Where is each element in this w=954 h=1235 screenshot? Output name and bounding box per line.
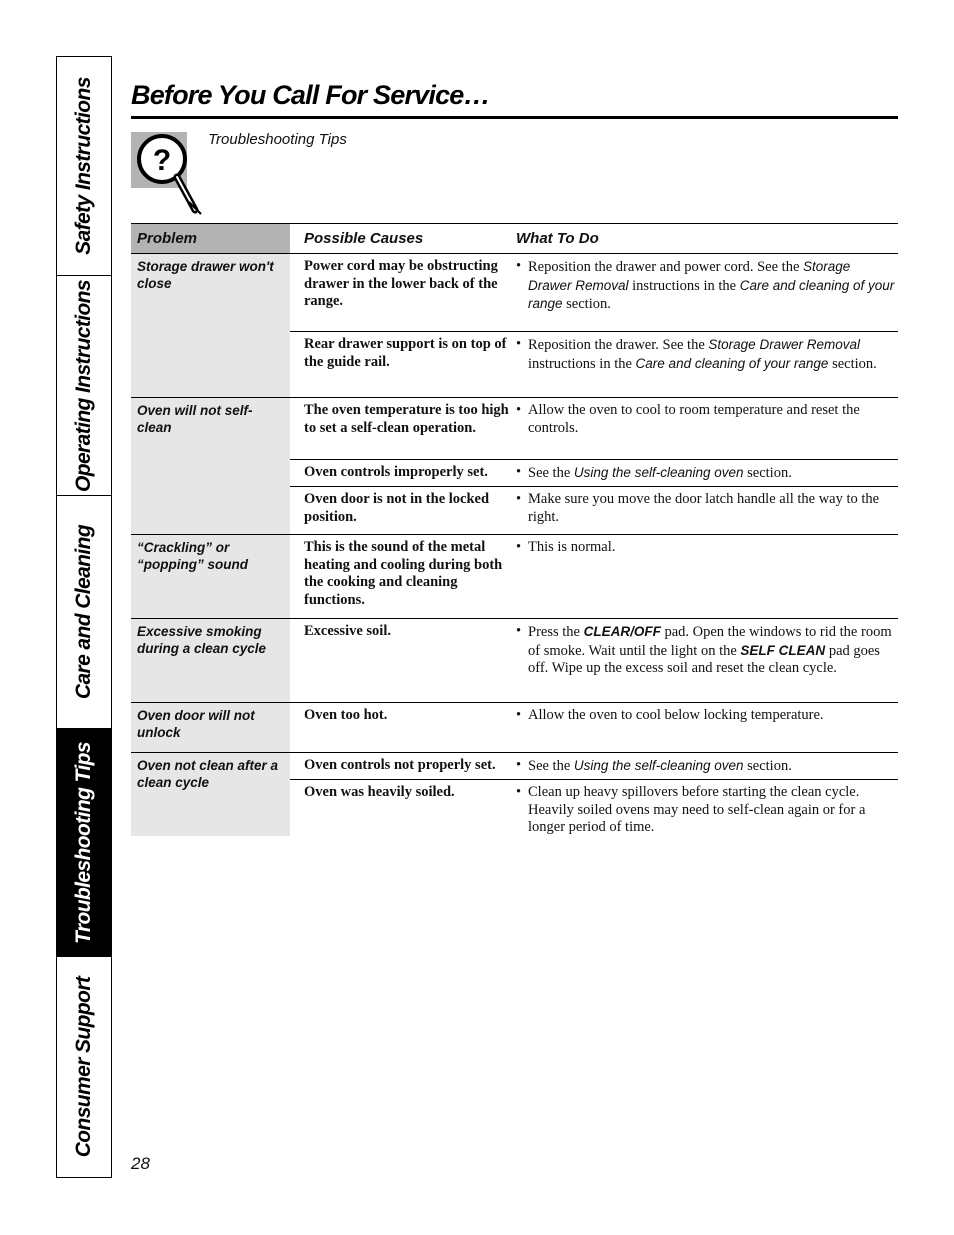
cause-cell: Rear drawer support is on top of the guide rail. xyxy=(304,336,507,370)
bullet: • xyxy=(516,464,522,480)
problem-group-storage-drawer xyxy=(131,254,898,398)
todo-text: section. xyxy=(828,355,877,372)
todo-text: Using the self-cleaning oven xyxy=(573,758,744,773)
table-row xyxy=(290,780,898,836)
todo-text: instructions in the xyxy=(628,277,740,294)
title-rule xyxy=(131,116,898,119)
todo-text: Press the xyxy=(528,624,584,640)
todo-text: Reposition the drawer and power cord. See the xyxy=(528,259,804,275)
svg-text:?: ? xyxy=(152,144,172,177)
side-navigation-tabs xyxy=(56,56,112,1178)
problem-cell: Storage drawer won't close xyxy=(131,254,290,397)
table-row xyxy=(290,332,898,397)
bullet: • xyxy=(516,623,522,639)
problem-group-crackling xyxy=(131,535,898,619)
cause-cell: Oven door is not in the locked position. xyxy=(304,491,490,525)
todo-text: section. xyxy=(562,296,611,312)
todo-text: Allow the oven to cool below locking temperature. xyxy=(528,707,824,723)
todo-text: Reposition the drawer. See the xyxy=(528,337,709,353)
todo-cell xyxy=(516,402,896,437)
bullet: • xyxy=(516,402,522,418)
page-title: Before You Call For Service… xyxy=(131,80,490,110)
todo-cell xyxy=(516,757,896,776)
tab-safety-instructions[interactable] xyxy=(57,57,111,276)
todo-cell xyxy=(516,707,896,725)
tab-operating-instructions[interactable] xyxy=(57,276,111,496)
todo-text: Make sure you move the door latch handle all the way to the right. xyxy=(528,491,880,525)
todo-text: Care and cleaning of your range xyxy=(635,355,829,371)
todo-text: instructions in the xyxy=(528,355,636,372)
table-row xyxy=(290,254,898,332)
tab-label: Consumer Support xyxy=(72,976,95,1158)
cause-cell: Oven too hot. xyxy=(304,707,388,723)
tab-label: Safety Instructions xyxy=(72,77,95,255)
tab-troubleshooting-tips[interactable] xyxy=(57,729,111,957)
problem-group-excessive-smoking xyxy=(131,619,898,703)
todo-cell xyxy=(516,336,896,373)
todo-text: pad. Open the windows to rid the room of smoke. Wait until the light on the xyxy=(528,624,892,659)
problem-group-self-clean xyxy=(131,398,898,535)
bullet: • xyxy=(516,336,522,352)
bullet: • xyxy=(516,757,522,773)
cause-cell: Power cord may be obstructing drawer in the lower back of the range. xyxy=(304,258,498,309)
cause-cell: Oven controls not properly set. xyxy=(304,757,496,773)
table-row xyxy=(290,460,898,487)
todo-text: Using the self-cleaning oven xyxy=(573,465,744,480)
column-header-what-to-do: What To Do xyxy=(516,230,599,247)
table-row xyxy=(290,619,898,702)
column-header-causes: Possible Causes xyxy=(304,230,424,247)
todo-text: Storage Drawer Removal xyxy=(708,337,860,352)
cause-cell: Excessive soil. xyxy=(304,623,391,639)
table-row xyxy=(290,398,898,460)
problem-cell: Oven will not self-clean xyxy=(131,398,290,534)
todo-cell xyxy=(516,491,896,526)
todo-text: This is normal. xyxy=(528,539,616,555)
bullet: • xyxy=(516,258,522,274)
cause-cell: Oven was heavily soiled. xyxy=(304,784,455,800)
column-header-problem: Problem xyxy=(131,224,290,253)
question-magnifier-icon xyxy=(131,132,211,218)
table-row xyxy=(290,703,898,752)
todo-text: See the xyxy=(528,758,574,774)
cause-cell: Oven controls improperly set. xyxy=(304,464,488,480)
todo-text: Care and cleaning of your range xyxy=(528,277,895,311)
todo-text: Allow the oven to cool to room temperature and reset the controls. xyxy=(528,402,860,436)
todo-text: SELF CLEAN xyxy=(740,642,826,658)
todo-text: section. xyxy=(743,465,792,481)
problem-cell: Oven not clean after a clean cycle xyxy=(131,753,290,836)
tab-label: Troubleshooting Tips xyxy=(72,741,95,944)
todo-text: Storage Drawer Removal xyxy=(528,259,851,293)
table-row xyxy=(290,487,898,534)
todo-cell xyxy=(516,258,896,314)
tab-care-and-cleaning[interactable] xyxy=(57,496,111,729)
cause-cell: This is the sound of the metal heating and cooling during both the cooking and cleaning functions. xyxy=(304,539,503,608)
todo-text: CLEAR/OFF xyxy=(583,624,661,639)
tab-label: Care and Cleaning xyxy=(72,524,95,700)
bullet: • xyxy=(516,707,522,723)
todo-cell xyxy=(516,539,896,557)
problem-cell: “Crackling” or “popping” sound xyxy=(131,535,290,618)
table-row xyxy=(290,753,898,780)
troubleshooting-table xyxy=(131,223,898,836)
tab-label: Operating Instructions xyxy=(72,279,95,492)
problem-group-door-unlock xyxy=(131,703,898,753)
todo-cell xyxy=(516,784,896,837)
tab-consumer-support[interactable] xyxy=(57,957,111,1177)
bullet: • xyxy=(516,784,522,800)
table-row xyxy=(290,535,898,618)
problem-cell: Excessive smoking during a clean cycle xyxy=(131,619,290,702)
todo-text: section. xyxy=(743,758,792,774)
section-subtitle: Troubleshooting Tips xyxy=(208,131,347,148)
problem-cell: Oven door will not unlock xyxy=(131,703,290,752)
todo-text: pad goes off. Wipe up the excess soil and reset the clean cycle. xyxy=(528,642,880,676)
problem-group-not-clean xyxy=(131,753,898,836)
page-number: 28 xyxy=(131,1154,150,1173)
table-header xyxy=(131,223,898,254)
bullet: • xyxy=(516,539,522,555)
bullet: • xyxy=(516,491,522,507)
todo-cell xyxy=(516,464,896,483)
todo-cell xyxy=(516,623,896,678)
todo-text: See the xyxy=(528,465,574,481)
todo-text: Clean up heavy spillovers before starting the clean cycle. Heavily soiled ovens may need to self-clean again or for a longer period of time. xyxy=(528,784,866,835)
cause-cell: The oven temperature is too high to set a self-clean operation. xyxy=(304,402,509,436)
